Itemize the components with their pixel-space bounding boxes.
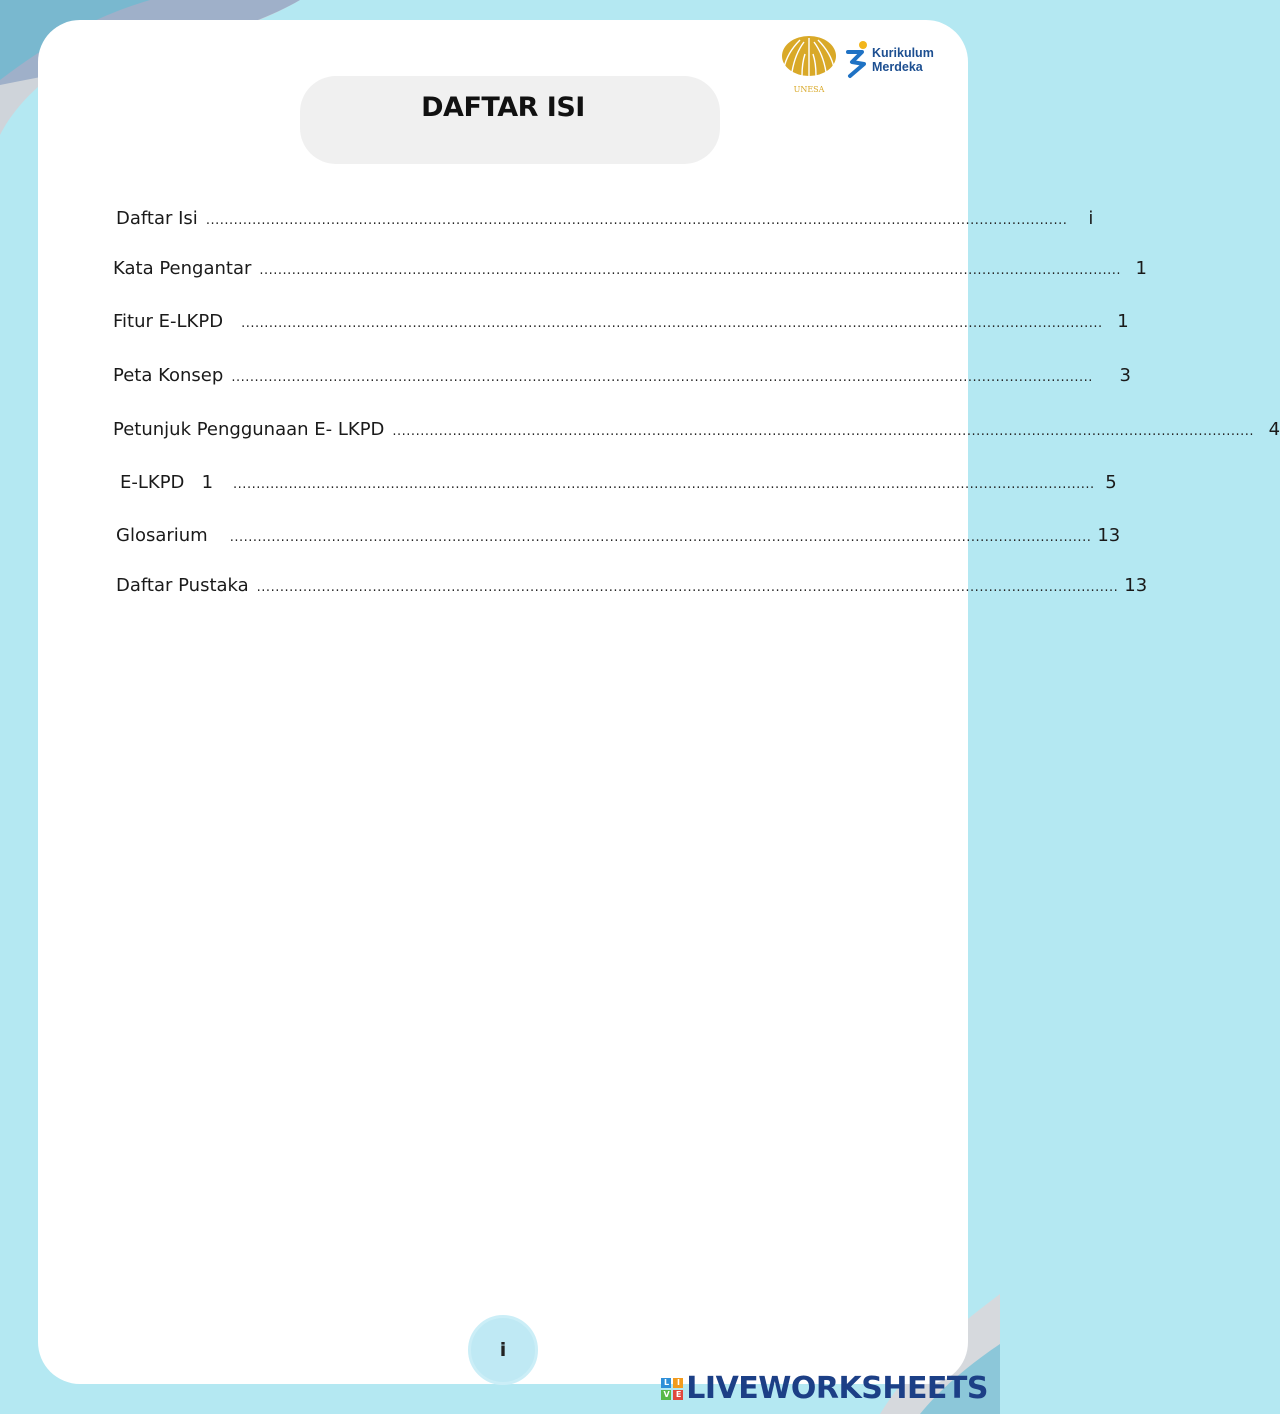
toc-label: Petunjuk Penggunaan E- LKPD: [113, 419, 385, 440]
wm-tile-v: V: [661, 1390, 671, 1400]
liveworksheets-logo-icon: [661, 1378, 683, 1400]
document-page: [38, 20, 1280, 1384]
toc-entry-fitur-e-lkpd[interactable]: [113, 311, 1129, 332]
toc-dot-leader: ..........................................................................................................................................................................................: [233, 477, 1095, 492]
toc-label: Glosarium: [116, 525, 208, 546]
toc-page-number: 3: [1119, 365, 1131, 386]
page-title: DAFTAR ISI: [421, 92, 585, 123]
toc-dot-leader: ..........................................................................................................................................................................................: [231, 370, 1093, 385]
toc-dot-leader: ..........................................................................................................................................................................................: [392, 424, 1255, 439]
toc-label: E-LKPD 1: [120, 472, 214, 493]
toc-entry-petunjuk-penggunaan[interactable]: [113, 419, 1280, 440]
toc-dot-leader: ..........................................................................................................................................................................................: [241, 316, 1103, 331]
page-number-badge: [468, 1315, 538, 1385]
svg-text:UNESA: UNESA: [793, 85, 825, 94]
toc-dot-leader: ..........................................................................................................................................................................................: [256, 580, 1119, 595]
toc-page-number: 5: [1105, 472, 1117, 493]
watermark-text: LIVEWORKSHEETS: [686, 1371, 988, 1406]
toc-page-number: 13: [1124, 575, 1148, 596]
toc-label: Fitur E-LKPD: [113, 311, 224, 332]
merdeka-label: Merdeka: [872, 60, 923, 74]
toc-entry-e-lkpd-1[interactable]: [120, 472, 1117, 493]
wm-tile-e: E: [673, 1390, 683, 1400]
toc-label: Daftar Pustaka: [116, 575, 249, 596]
toc-page-number: i: [1088, 208, 1094, 229]
page-number: i: [499, 1339, 507, 1361]
wm-tile-l: L: [661, 1378, 671, 1388]
wm-tile-i: I: [673, 1378, 683, 1388]
toc-entry-peta-konsep[interactable]: [113, 365, 1131, 386]
toc-page-number: 1: [1117, 311, 1129, 332]
toc-page-number: 4: [1268, 419, 1280, 440]
unesa-logo-icon: [776, 30, 842, 96]
toc-entry-kata-pengantar[interactable]: [113, 258, 1147, 279]
toc-dot-leader: ..........................................................................................................................................................................................: [229, 530, 1092, 545]
toc-entry-glosarium[interactable]: [116, 525, 1121, 546]
kurikulum-label: Kurikulum: [872, 46, 934, 60]
header-logos: [776, 30, 946, 96]
kurikulum-merdeka-text: [872, 46, 934, 74]
toc-page-number: 13: [1097, 525, 1121, 546]
toc-label: Peta Konsep: [113, 365, 224, 386]
toc-label: Daftar Isi: [116, 208, 198, 229]
toc-entry-daftar-pustaka[interactable]: [116, 575, 1148, 596]
toc-entry-daftar-isi[interactable]: [116, 208, 1094, 229]
toc-dot-leader: ..........................................................................................................................................................................................: [205, 213, 1068, 228]
toc-label: Kata Pengantar: [113, 258, 252, 279]
kurikulum-merdeka-logo-icon: [844, 40, 870, 80]
toc-dot-leader: ..........................................................................................................................................................................................: [259, 263, 1121, 278]
toc-page-number: 1: [1135, 258, 1147, 279]
liveworksheets-watermark[interactable]: [661, 1371, 988, 1406]
